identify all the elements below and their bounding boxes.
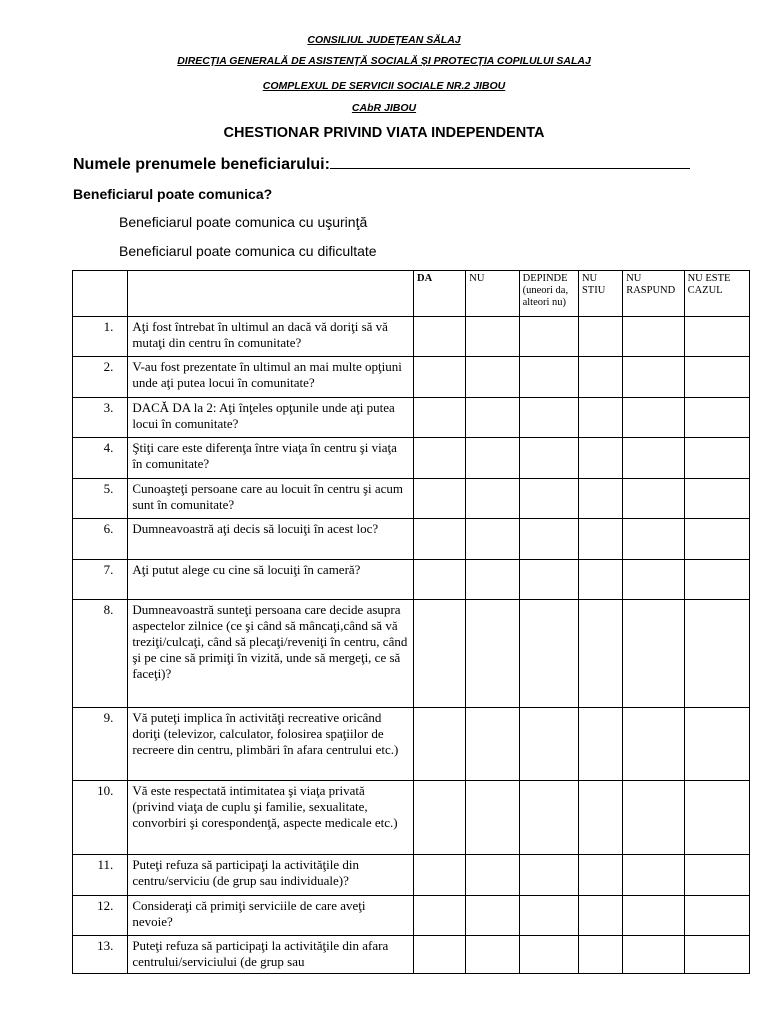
answer-cell-nu-stiu[interactable] xyxy=(578,855,622,896)
answer-cell-nu-este-cazul[interactable] xyxy=(684,936,749,974)
beneficiary-name-field[interactable] xyxy=(330,154,690,169)
answer-cell-nu[interactable] xyxy=(466,479,519,519)
question-number: 5. xyxy=(73,479,128,519)
answer-cell-da[interactable] xyxy=(414,398,466,438)
question-number: 12. xyxy=(73,896,128,936)
answer-cell-nu-este-cazul[interactable] xyxy=(684,357,749,398)
answer-cell-nu-raspund[interactable] xyxy=(623,600,684,708)
answer-cell-depinde[interactable] xyxy=(519,317,578,357)
question-text: Dumneavoastră aţi decis să locuiţi în acest loc? xyxy=(128,519,414,560)
answer-cell-nu-raspund[interactable] xyxy=(623,896,684,936)
table-header-row xyxy=(73,271,750,317)
question-number: 7. xyxy=(73,560,128,600)
answer-cell-nu-este-cazul[interactable] xyxy=(684,560,749,600)
table-row xyxy=(73,317,750,357)
question-text: DACĂ DA la 2: Aţi înţeles opţunile unde aţi putea locui în comunitate? xyxy=(128,398,414,438)
answer-cell-nu-este-cazul[interactable] xyxy=(684,398,749,438)
question-number: 2. xyxy=(73,357,128,398)
answer-cell-da[interactable] xyxy=(414,781,466,855)
table-row xyxy=(73,398,750,438)
column-header-depinde: DEPINDE (uneori da, alteori nu) xyxy=(519,271,578,317)
column-header-nu-este-cazul: NU ESTE CAZUL xyxy=(684,271,749,317)
table-row xyxy=(73,781,750,855)
answer-cell-da[interactable] xyxy=(414,317,466,357)
page-title: CHESTIONAR PRIVIND VIATA INDEPENDENTA xyxy=(223,125,545,141)
question-text: Vă este respectată intimitatea şi viaţa privată (privind viaţa de cuplu şi familie, sexualitate, convorbiri şi corespondenţă, aspecte medicale etc.) xyxy=(128,781,414,855)
question-text: Vă puteţi implica în activităţi recreative oricând doriţi (televizor, calculator, folosirea spaţiilor de recreere din centru, plimbări în afara centrului etc.) xyxy=(128,708,414,781)
table-row xyxy=(73,936,750,974)
question-number: 6. xyxy=(73,519,128,560)
answer-cell-da[interactable] xyxy=(414,519,466,560)
answer-cell-nu-este-cazul[interactable] xyxy=(684,600,749,708)
answer-cell-da[interactable] xyxy=(414,936,466,974)
answer-cell-nu[interactable] xyxy=(466,560,519,600)
answer-cell-depinde[interactable] xyxy=(519,896,578,936)
table-row xyxy=(73,479,750,519)
header-council: CONSILIUL JUDEŢEAN SĂLAJ xyxy=(307,34,461,46)
answer-cell-nu-raspund[interactable] xyxy=(623,357,684,398)
table-row xyxy=(73,708,750,781)
answer-cell-depinde[interactable] xyxy=(519,479,578,519)
answer-cell-nu-este-cazul[interactable] xyxy=(684,438,749,479)
answer-cell-nu-stiu[interactable] xyxy=(578,896,622,936)
answer-cell-depinde[interactable] xyxy=(519,781,578,855)
answer-cell-depinde[interactable] xyxy=(519,600,578,708)
answer-cell-depinde[interactable] xyxy=(519,357,578,398)
answer-cell-nu-stiu[interactable] xyxy=(578,936,622,974)
answer-cell-nu[interactable] xyxy=(466,708,519,781)
answer-cell-nu-stiu[interactable] xyxy=(578,317,622,357)
header-complex: COMPLEXUL DE SERVICII SOCIALE NR.2 JIBOU xyxy=(262,80,506,92)
question-text: Puteţi refuza să participaţi la activităţile din centru/serviciu (de grup sau individuale)? xyxy=(128,855,414,896)
answer-cell-depinde[interactable] xyxy=(519,855,578,896)
table-row xyxy=(73,438,750,479)
column-header-nu-stiu: NU STIU xyxy=(578,271,622,317)
answer-cell-nu-stiu[interactable] xyxy=(578,600,622,708)
question-text: Cunoaşteţi persoane care au locuit în centru şi acum sunt în comunitate? xyxy=(128,479,414,519)
answer-cell-nu[interactable] xyxy=(466,781,519,855)
header-question-cell xyxy=(128,271,414,317)
beneficiary-name-label: Numele prenumele beneficiarului: xyxy=(73,156,330,173)
table-row xyxy=(73,357,750,398)
answer-cell-nu-este-cazul[interactable] xyxy=(684,519,749,560)
answer-cell-nu-raspund[interactable] xyxy=(623,708,684,781)
answer-cell-depinde[interactable] xyxy=(519,936,578,974)
answer-cell-nu[interactable] xyxy=(466,398,519,438)
table-row xyxy=(73,600,750,708)
answer-cell-da[interactable] xyxy=(414,896,466,936)
question-text: Aţi fost întrebat în ultimul an dacă vă doriţi să vă mutaţi din centru în comunitate? xyxy=(128,317,414,357)
question-number: 10. xyxy=(73,781,128,855)
question-number: 13. xyxy=(73,936,128,974)
answer-cell-nu-este-cazul[interactable] xyxy=(684,317,749,357)
answer-cell-nu[interactable] xyxy=(466,600,519,708)
answer-cell-nu-este-cazul[interactable] xyxy=(684,781,749,855)
question-number: 8. xyxy=(73,600,128,708)
answer-cell-nu-este-cazul[interactable] xyxy=(684,855,749,896)
table-row xyxy=(73,519,750,560)
question-number: 9. xyxy=(73,708,128,781)
answer-cell-nu-raspund[interactable] xyxy=(623,317,684,357)
answer-cell-nu[interactable] xyxy=(466,317,519,357)
answer-cell-da[interactable] xyxy=(414,438,466,479)
answer-cell-nu[interactable] xyxy=(466,438,519,479)
answer-cell-nu-stiu[interactable] xyxy=(578,479,622,519)
answer-cell-nu-stiu[interactable] xyxy=(578,781,622,855)
answer-cell-depinde[interactable] xyxy=(519,708,578,781)
answer-cell-nu[interactable] xyxy=(466,357,519,398)
question-number: 11. xyxy=(73,855,128,896)
answer-cell-nu[interactable] xyxy=(466,855,519,896)
answer-cell-nu-stiu[interactable] xyxy=(578,519,622,560)
answer-cell-da[interactable] xyxy=(414,708,466,781)
answer-cell-nu-este-cazul[interactable] xyxy=(684,896,749,936)
question-number: 4. xyxy=(73,438,128,479)
header-directorate: DIRECŢIA GENERALĂ DE ASISTENŢĂ SOCIALĂ ŞI PROTECŢIA COPILULUI SALAJ xyxy=(177,55,591,67)
answer-cell-nu-raspund[interactable] xyxy=(623,936,684,974)
header-center: CAbR JIBOU xyxy=(351,102,417,114)
answer-cell-nu-stiu[interactable] xyxy=(578,560,622,600)
answer-cell-nu-stiu[interactable] xyxy=(578,708,622,781)
answer-cell-nu[interactable] xyxy=(466,936,519,974)
answer-cell-nu-raspund[interactable] xyxy=(623,398,684,438)
answer-cell-nu-stiu[interactable] xyxy=(578,438,622,479)
column-header-da: DA xyxy=(414,271,466,317)
answer-cell-da[interactable] xyxy=(414,357,466,398)
table-row xyxy=(73,560,750,600)
question-text: Dumneavoastră sunteţi persoana care decide asupra aspectelor zilnice (ce şi când să mâncaţi,când să vă treziţi/culcaţi, când să plecaţi/reveniţi în centru, când şi pe cine să primiţi în vizită, unde să mergeţi, ce să faceţi)? xyxy=(128,600,414,708)
communication-question: Beneficiarul poate comunica? xyxy=(73,186,273,202)
question-text: Puteţi refuza să participaţi la activităţile din afara centrului/serviciului (de grup sau xyxy=(128,936,414,974)
communication-option-easy: Beneficiarul poate comunica cu uşurinţă xyxy=(119,214,368,230)
answer-cell-nu-raspund[interactable] xyxy=(623,519,684,560)
question-text: Ştiţi care este diferenţa între viaţa în centru şi viaţa în comunitate? xyxy=(128,438,414,479)
header-number-cell xyxy=(73,271,128,317)
answer-cell-nu-raspund[interactable] xyxy=(623,438,684,479)
table-row xyxy=(73,896,750,936)
question-text: V-au fost prezentate în ultimul an mai multe opţiuni unde aţi putea locui în comunitate? xyxy=(128,357,414,398)
communication-option-difficult: Beneficiarul poate comunica cu dificultate xyxy=(119,243,377,259)
answer-cell-depinde[interactable] xyxy=(519,560,578,600)
answer-cell-nu-este-cazul[interactable] xyxy=(684,479,749,519)
beneficiary-name-row xyxy=(73,154,690,174)
answer-cell-nu-raspund[interactable] xyxy=(623,781,684,855)
answer-cell-depinde[interactable] xyxy=(519,519,578,560)
question-text: Aţi putut alege cu cine să locuiţi în cameră? xyxy=(128,560,414,600)
answer-cell-da[interactable] xyxy=(414,560,466,600)
question-number: 3. xyxy=(73,398,128,438)
answer-cell-nu-raspund[interactable] xyxy=(623,855,684,896)
answer-cell-nu-stiu[interactable] xyxy=(578,357,622,398)
answer-cell-nu-raspund[interactable] xyxy=(623,479,684,519)
table-row xyxy=(73,855,750,896)
answer-cell-da[interactable] xyxy=(414,479,466,519)
question-number: 1. xyxy=(73,317,128,357)
answer-cell-da[interactable] xyxy=(414,855,466,896)
column-header-nu-raspund: NU RASPUND xyxy=(623,271,684,317)
answer-cell-depinde[interactable] xyxy=(519,438,578,479)
answer-cell-nu-este-cazul[interactable] xyxy=(684,708,749,781)
answer-cell-nu[interactable] xyxy=(466,519,519,560)
questionnaire-table xyxy=(72,270,750,974)
answer-cell-nu-raspund[interactable] xyxy=(623,560,684,600)
question-text: Consideraţi că primiţi serviciile de care aveţi nevoie? xyxy=(128,896,414,936)
answer-cell-da[interactable] xyxy=(414,600,466,708)
answer-cell-nu[interactable] xyxy=(466,896,519,936)
column-header-nu: NU xyxy=(466,271,519,317)
answer-cell-depinde[interactable] xyxy=(519,398,578,438)
answer-cell-nu-stiu[interactable] xyxy=(578,398,622,438)
